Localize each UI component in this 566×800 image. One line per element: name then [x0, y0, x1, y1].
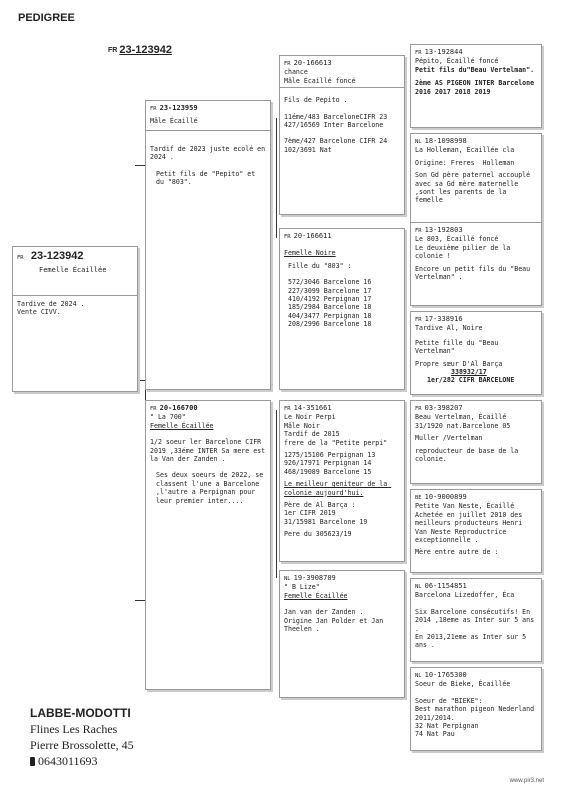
dsd-note: Achetée en juillet 2010 des meilleurs producteurs Henri Van Neste Reproductrice exceptionnelle .	[415, 510, 527, 545]
ds-note: Le meilleur geniteur de la colonie aujourd'hui.	[284, 480, 392, 497]
ring-number: 17-338916	[424, 315, 463, 323]
sdd-desc: Tardive Al, Noire	[415, 324, 483, 333]
ssd-note: Origine: Freres Holleman	[415, 158, 515, 167]
ring-number: 19-3908709	[293, 574, 336, 582]
sdd-extra: 1er/282 CIFR BARCELONE	[427, 376, 515, 385]
ring-prefix: NL	[284, 576, 291, 582]
owner-street: Pierre Brossolette, 45	[30, 738, 134, 752]
sire-note: Tardif de 2023 juste ecolé en 2024 .	[150, 144, 270, 162]
dds-desc: Barcelona Lizedoffer, Éca	[415, 591, 515, 600]
ds-name: Le Noir Perpi	[284, 413, 336, 422]
dss-card	[410, 400, 542, 484]
ring-number: 13-192844	[424, 48, 463, 56]
top-ring-number	[108, 44, 172, 56]
owner-block	[30, 705, 134, 769]
dsd-desc: Petite Van Neste, Écaillé	[415, 502, 515, 511]
ring-number: 13-192803	[424, 226, 463, 234]
sire-sire-card	[279, 55, 405, 215]
top-ring-value: 23-123942	[119, 44, 172, 56]
ring-prefix: FR	[284, 406, 291, 412]
ring-prefix: FR	[415, 228, 422, 234]
sire-ring	[150, 104, 266, 113]
dam-dam-card	[279, 570, 405, 698]
ring-prefix: FR	[150, 106, 157, 112]
page-title: PEDIGREE	[18, 12, 75, 24]
sds-ring	[415, 226, 537, 235]
sd-note: 572/3046 Barcelone 16 227/3099 Barcelone 17 410/4192 Perpignan 17 185/2984 Barcelone 18 404/3477 Perpignan 18 208/2996 Barcelone 18	[288, 278, 372, 329]
connector-subject-dam	[135, 600, 145, 601]
sd-desc: Femelle Noire	[284, 249, 336, 258]
ring-number: 20-166700	[159, 404, 198, 412]
sdd-card	[410, 311, 542, 395]
sds-card	[410, 222, 542, 306]
dds-note: Six Barcelone consécutifs! En 2014 ,18eme as Inter sur 5 ans . En 2013,21eme as Inter sur 5 ans .	[415, 607, 535, 650]
sd-note: Fille du "803" :	[288, 261, 352, 270]
ring-number: 10-1765300	[424, 671, 467, 679]
sss-note: Petit fils du"Beau Vertelman".	[415, 65, 535, 74]
phone-icon	[30, 757, 35, 766]
sire-desc: Mâle Écaillé	[150, 117, 198, 126]
ddd-note: Soeur de "BIEKE": Best marathon pigeon Nederland 2011/2014. 32 Nat Perpignan 74 Nat Pau	[415, 696, 535, 739]
subject-note: Vente CIVV.	[17, 308, 61, 317]
ds-note: 1275/15106 Perpignan 13 926/17971 Perpignan 14 468/19089 Barcelone 15	[284, 451, 376, 476]
connector-dam	[276, 410, 277, 578]
ssd-desc: La Holleman, Écaillée cla	[415, 146, 515, 155]
dss-note: reproducteur de base de la colonie.	[415, 446, 523, 464]
ddd-ring	[415, 671, 537, 680]
ring-number: 18-1098998	[424, 137, 467, 145]
dd-note: Jan van der Zanden . Origine Jan Polder et Jan Theelen .	[284, 608, 384, 634]
ss-ring	[284, 59, 400, 68]
subject-desc: Femelle Écaillée	[39, 266, 107, 275]
ring-number: 20-166611	[293, 232, 332, 240]
connector-sire	[276, 118, 277, 238]
sire-note: Petit fils de "Pepito" et du "803".	[156, 169, 260, 187]
ds-ring	[284, 404, 400, 413]
sire-card	[145, 100, 271, 390]
ss-name: chance	[284, 68, 308, 77]
ring-prefix: NL	[415, 584, 422, 590]
ring-prefix: FR	[415, 406, 422, 412]
ss-note: Fils de Pepito .	[284, 96, 348, 105]
ring-prefix: NL	[415, 673, 422, 679]
ring-number: 14-351661	[293, 404, 332, 412]
sds-note: Le deuxième pilier de la colonie !	[415, 243, 515, 261]
dsd-note: Mère entre autre de :	[415, 548, 499, 557]
dam-sire-card	[279, 400, 405, 562]
top-ring-prefix: FR	[108, 46, 118, 54]
sdd-note: Propre sœur D'Al Barça	[415, 359, 503, 368]
ring-prefix: FR	[284, 61, 291, 67]
owner-name: LABBE-MODOTTI	[30, 706, 131, 720]
ring-prefix: FR	[415, 317, 422, 323]
ring-number: 20-166613	[293, 59, 332, 67]
ring-prefix: FR	[284, 234, 291, 240]
ssd-card	[410, 133, 542, 223]
owner-phone: 0643011693	[38, 754, 98, 768]
dss-desc: Beau Vertelman, Écaillé	[415, 413, 507, 422]
sds-note: Encore un petit fils du "Beau Vertelman" .	[415, 264, 535, 282]
dds-card	[410, 578, 542, 662]
ring-number: 23-123942	[30, 250, 84, 262]
dam-note: Ses deux soeurs de 2022, se classent l'une a Barcelone ,l'autre a Perpignan pour leur premier inter....	[156, 471, 268, 505]
dam-name: " La 700"	[150, 413, 186, 422]
ring-number: 06-1154851	[424, 582, 467, 590]
website-footer: www.pir3.net	[509, 778, 544, 784]
ss-note: 7ème/427 Barcelone CIFR 24 102/3691 Nat	[284, 137, 392, 154]
sss-note: 2ème AS PIGEON INTER Barcelone 2016 2017 2018 2019	[415, 79, 539, 96]
subject-note: Tardive de 2024 .	[17, 299, 85, 308]
owner-phone-row	[30, 753, 134, 769]
dam-desc: Femelle Écaillée	[150, 421, 214, 430]
ring-prefix: FR	[415, 50, 422, 56]
ds-note: Pere du 305623/19	[284, 530, 352, 539]
dss-note: 31/1920 nat.Barcelone 05	[415, 421, 511, 430]
sd-ring	[284, 232, 400, 241]
connector-subject-sire	[135, 165, 145, 166]
sss-desc: Pépito, Écaillé foncé	[415, 57, 499, 66]
dss-ring	[415, 404, 537, 413]
ring-prefix: FR	[17, 255, 24, 261]
sdd-ring	[415, 315, 537, 324]
ddd-card	[410, 667, 542, 751]
dds-ring	[415, 582, 537, 591]
ds-note: Tardif de 2015 frere de la "Petite perpi"	[284, 430, 388, 447]
ring-prefix: BE	[415, 495, 422, 501]
dss-note: Muller /Vertelman	[415, 434, 483, 443]
subject-card	[12, 246, 138, 392]
sss-card	[410, 44, 542, 128]
ring-number: 10-9000899	[424, 493, 467, 501]
sdd-ring-link: 338932/17	[451, 368, 487, 377]
ssd-ring	[415, 137, 537, 146]
dsd-card	[410, 489, 542, 573]
ss-note: 11éme/483 BarceloneCIFR 23 427/16569 Inter Barcelone	[284, 112, 392, 130]
sire-dam-card	[279, 228, 405, 390]
dsd-ring	[415, 493, 537, 502]
ring-number: 23-123959	[159, 104, 198, 112]
dd-ring	[284, 574, 400, 583]
dd-name: " B Lize"	[284, 583, 320, 592]
owner-city: Flines Les Raches	[30, 722, 118, 736]
sds-desc: Le 803, Écaillé foncé	[415, 235, 499, 244]
ring-number: 03-398207	[424, 404, 463, 412]
dam-note: 1/2 soeur ler Barcelone CIFR 2019 ,33éme INTER Sa mere est la Van der Zanden .	[150, 438, 270, 464]
dd-desc: Femelle Écaillée	[284, 591, 348, 600]
ds-note: Père de Al Barça : 1er CIFR 2019 31/15981 Barcelone 19	[284, 501, 368, 526]
ddd-desc: Soeur de Bieke, Écaillée	[415, 680, 511, 689]
ssd-note: Son Gd père paternel accouplé avec sa Gd mère maternelle ,sont les parents de la femelle	[415, 171, 535, 205]
ring-prefix: NL	[415, 139, 422, 145]
dam-card	[145, 400, 271, 690]
ss-desc: Mâle Écaillé foncé	[284, 76, 356, 85]
ds-desc: Mâle Noir	[284, 421, 320, 430]
ring-prefix: FR	[150, 406, 157, 412]
dam-ring	[150, 404, 266, 413]
sss-ring	[415, 48, 537, 57]
sdd-note: Petite fille du "Beau Vertelman"	[415, 338, 503, 356]
subject-ring	[17, 252, 133, 262]
